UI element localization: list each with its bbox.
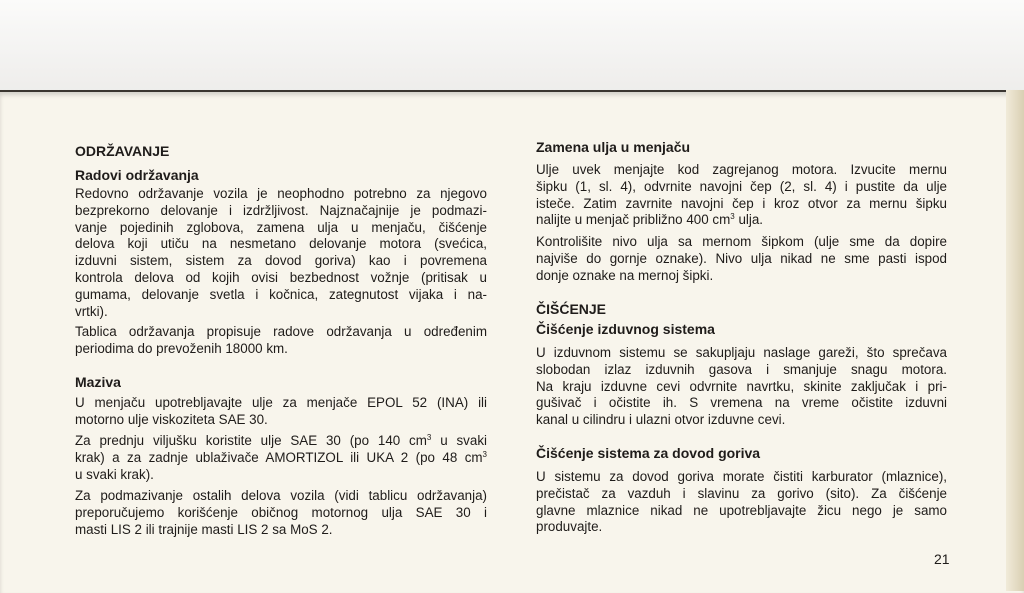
text-line: isteče. Zatim zavrnite navojni čep i kroz otvor za mernu šipku (536, 195, 947, 211)
text-line: najviše do gornje oznake). Nivo ulja nikad ne sme pasti ispod (536, 250, 947, 266)
text-line: prečistač za vazduh i slavinu za gorivo (sito). Za čišćenje (536, 485, 947, 501)
text-line: u svaki krak). (75, 466, 154, 482)
page-number: 21 (934, 551, 950, 567)
text-line: Redovno održavanje vozila je neophodno potrebno za njegovo (75, 186, 487, 201)
text-line: glavne mlaznice nikad ne upotrebljavajte žicu nego je samo (536, 502, 947, 518)
scan-background (0, 0, 1024, 92)
text-line: Kontrolišite nivo ulja sa mernom šipkom (ulje sme da dopire (536, 234, 947, 249)
text-line: donje oznake na mernoj šipki. (536, 267, 714, 283)
text-line: nalijte u menjač približno 400 $cm^3$ ulja. (536, 212, 764, 228)
text-line: preporučujemo korišćenje običnog motornog ulja SAE 30 i (75, 504, 487, 520)
text-line: Za podmazivanje ostalih delova vozila (vidi tablicu održavanja) (75, 488, 487, 503)
text-line: bezprekorno delovanje i izdržljivost. Najznačajnije je podmazi- (75, 202, 487, 218)
text-line: krak) a za zadnje ublaživače AMORTIZOL ili UKA 2 (po 48 $cm^3$ (75, 449, 487, 465)
text-line: slobodan izlaz izduvnih gasova i smanjuje snagu motora. (536, 361, 947, 377)
paragraph-maziva-2 (75, 433, 487, 483)
text-line: kontrola delova od kojih ovisi bezbednost vožnje (pritisak u (75, 269, 487, 285)
text-line: motorno ulje viskoziteta SAE 30. (75, 411, 268, 427)
text-line: izduvni sistem, sistem za dovod goriva) kao i povremena (75, 253, 487, 269)
text-line: U menjaču upotrebljavajte ulje za menjače EPOL 52 (INA) ili (75, 395, 487, 410)
paragraph-gorivo (536, 469, 947, 536)
text-line: vanje pojedinih zglobova, zamena ulja u menjaču, čišćenje (75, 219, 487, 235)
subheading-maziva: Maziva (75, 374, 121, 390)
paragraph-maziva-3 (75, 488, 487, 538)
text-line: Na kraju izduvne cevi odvrnite navrtku, skinite zaključak i pri- (536, 378, 947, 394)
text-line: gumama, delovanje svetla i kočnica, zategnutost vijaka i na- (75, 286, 487, 302)
text-line: gušivač i očistite ih. S vremena na vreme očistite izduvni (536, 395, 947, 411)
text-line: periodima do prevoženih 18000 km. (75, 340, 288, 356)
section-heading-odrzavanje: ODRŽAVANJE (75, 143, 170, 159)
subheading-gorivo: Čišćenje sistema za dovod goriva (536, 445, 761, 461)
text-line: Tablica održavanja propisuje radove održavanja u određenim (75, 324, 487, 339)
text-line: produvajte. (536, 519, 603, 535)
page-edge (1006, 90, 1024, 591)
paragraph-radovi (75, 186, 487, 320)
text-line: masti LIS 2 ili trajnije masti LIS 2 sa MoS 2. (75, 521, 333, 537)
text-line: U izduvnom sistemu se sakupljaju naslage gareži, što sprečava (536, 345, 947, 360)
text-line: šipku (1, sl. 4), odvrnite navojni čep (2, sl. 4) i pustite da ulje (536, 178, 947, 194)
paragraph-tablica (75, 324, 487, 358)
paragraph-izduvni (536, 345, 947, 429)
text-line: kanal u cilindru i ulazni otvor izduvne cevi. (536, 412, 786, 428)
section-heading-ciscenje: ČIŠĆENJE (536, 301, 607, 317)
paragraph-zamena-2 (536, 234, 947, 284)
subheading-izduvni: Čišćenje izduvnog sistema (536, 321, 715, 337)
subheading-zamena: Zamena ulja u menjaču (536, 139, 691, 155)
paragraph-maziva-1 (75, 395, 487, 429)
paragraph-zamena-1 (536, 162, 947, 229)
text-line: Ulje uvek menjajte kod zagrejanog motora. Izvucite mernu (536, 162, 947, 177)
text-line: delova koji utiču na nesmetano delovanje motora (svećica, (75, 236, 487, 252)
text-line: vrtki). (75, 303, 108, 319)
text-line: U sistemu za dovod goriva morate čistiti karburator (mlaznice), (536, 469, 947, 484)
subheading-radovi: Radovi održavanja (75, 167, 199, 183)
text-line: Za prednju viljušku koristite ulje SAE 30 (po 140 $cm^3$ u svaki (75, 433, 487, 448)
